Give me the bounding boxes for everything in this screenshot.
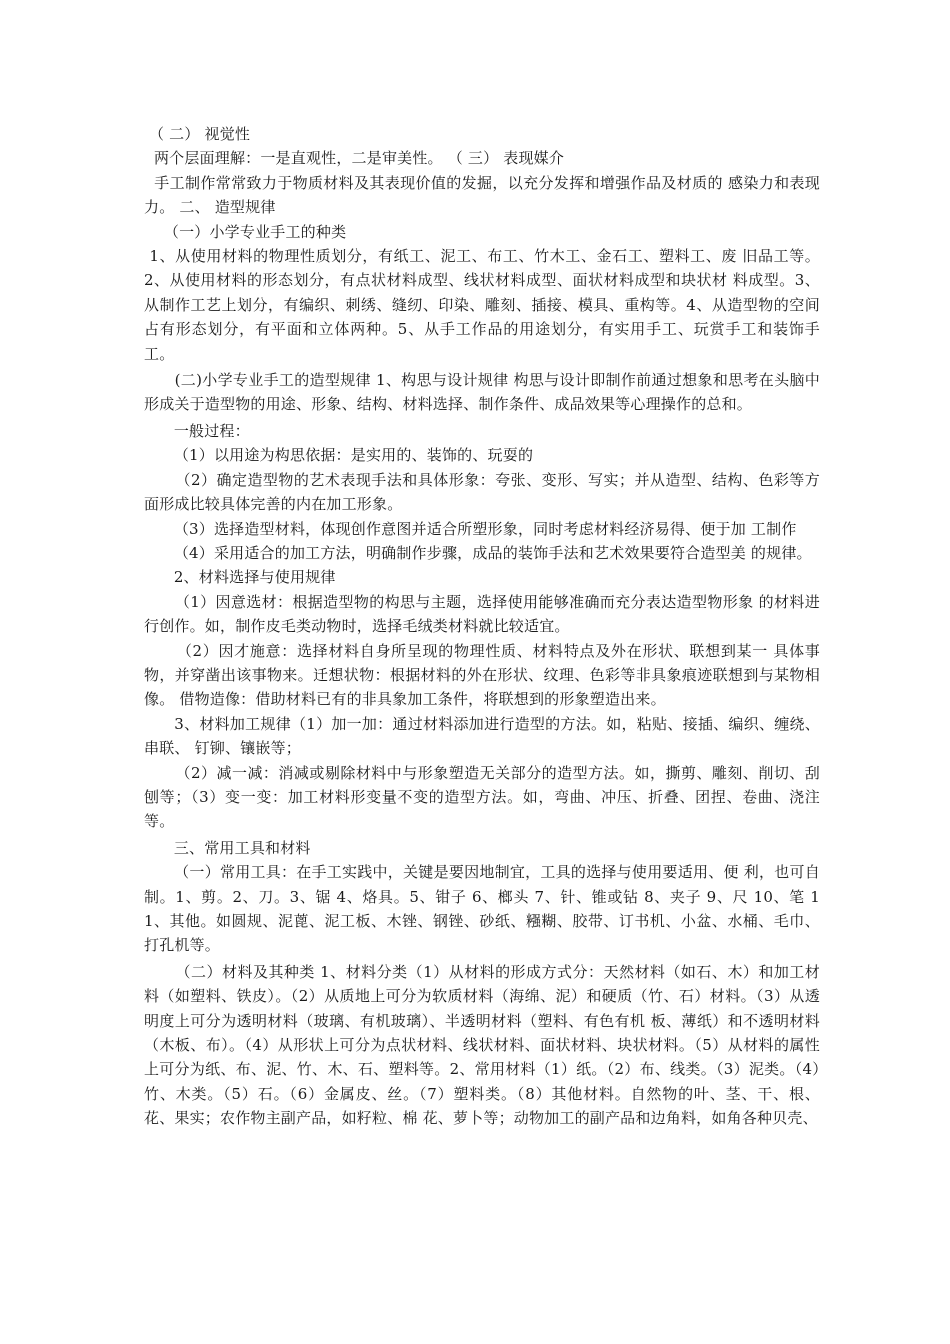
paragraph-step-3: （3）选择造型材料，体现创作意图并适合所塑形象，同时考虑材料经济易得、便于加 工制作: [144, 519, 797, 538]
paragraph-common-tools: （一）常用工具：在手工实践中，关键是要因地制宜，工具的选择与使用要适用、便 利，也可自制。1、剪。2、刀。3、锯 4、烙具。5、钳子 6、榔头 7、针、锥或钻 8、夹子 9、尺 10、笔 11、其他。如圆规、泥蓖、泥工板、木锉、钢锉、砂纸、糨糊、胶带、订书机、小盆、水桶、毛巾、打孔机等。: [144, 863, 821, 955]
heading-general-process: 一般过程：: [144, 421, 250, 440]
paragraph-modeling-rules: (二)小学专业手工的造型规律 1、构思与设计规律 构思与设计即制作前通过想象和思考在头脑中形成关于造型物的用途、形象、结构、材料选择、制作条件、成品效果等心理操作的总和。: [144, 371, 820, 414]
paragraph-step-2: （2）确定造型物的艺术表现手法和具体形象：夸张、变形、写实；并从造型、结构、色彩等方面形成比较具体完善的内在加工形象。: [144, 470, 820, 514]
paragraph-craft-types: 1、从使用材料的物理性质划分，有纸工、泥工、布工、竹木工、金石工、塑料工、废 旧品工等。2、从使用材料的形态划分，有点状材料成型、线状材料成型、面状材料成型和块状材 料成型。3、从制作工艺上划分，有编织、刺绣、缝纫、印染、雕刻、插接、模具、重构等。4、从造型物的空间占有形态划分，有平面和立体两种。5、从手工作品的用途划分，有实用手工、玩赏手工和装饰手工。: [144, 247, 821, 363]
paragraph-medium: 手工制作常常致力于物质材料及其表现价值的发掘，以充分发挥和增强作品及材质的 感染力和表现力。 二、 造型规律: [144, 173, 821, 217]
paragraph-understanding: 两个层面理解：一是直观性，二是审美性。 （ 三） 表现媒介: [144, 149, 565, 168]
paragraph-materials-types: （二）材料及其种类 1、材料分类（1）从材料的形成方式分：天然材料（如石、木）和加工材料（如塑料、铁皮）。（2）从质地上可分为软质材料（海绵、泥）和硬质（竹、石）材料。（3）从透明度上可分为透明材料（玻璃、有机玻璃）、半透明材料（塑料、有色有机 板、薄纸）和不透明材料（木板、布）。（4）从形状上可分为点状材料、线状材料、面状材料、块状材料。（5）从材料的属性上可分为纸、布、泥、竹、木、石、塑料等。2、常用材料（1）纸。（2）布、线类。（3）泥类。（4）竹、木类。（5）石。（6）金属皮、丝。（7）塑料类。（8）其他材料。自然物的叶、茎、干、根、花、果实；农作物主副产品，如籽粒、棉 花、萝卜等；动物加工的副产品和边角料，如角各种贝壳、: [144, 962, 820, 1128]
heading-tools-materials: 三、常用工具和材料: [144, 838, 311, 857]
heading-visual: （ 二） 视觉性: [144, 125, 251, 143]
document-body: [144, 122, 820, 1131]
heading-craft-types: （一）小学专业手工的种类: [144, 222, 347, 241]
paragraph-step-4: （4）采用适合的加工方法，明确制作步骤，成品的装饰手法和艺术效果要符合造型美 的规律。: [144, 543, 812, 562]
paragraph-processing-rules: 3、材料加工规律（1）加一加：通过材料添加进行造型的方法。如，粘贴、接插、编织、缠绕、串联、 钉铆、镶嵌等；: [144, 714, 820, 758]
paragraph-idea-by-material: （2）因才施意：选择材料自身所呈现的物理性质、材料特点及外在形状、联想到某一 具体事物，并穿凿出该事物来。迁想状物：根据材料的外在形状、纹理、色彩等非具象痕迹联想到与某物相像。 借物造像：借助材料已有的非具象加工条件，将联想到的形象塑造出来。: [144, 641, 821, 709]
paragraph-step-1: （1）以用途为构思依据：是实用的、装饰的、玩耍的: [144, 446, 534, 465]
paragraph-select-by-idea: （1）因意选材：根据造型物的构思与主题，选择使用能够准确而充分表达造型物形象 的材料进行创作。如，制作皮毛类动物时，选择毛绒类材料就比较适宜。: [144, 592, 820, 636]
paragraph-subtract-transform: （2）减一减：消减或剔除材料中与形象塑造无关部分的造型方法。如，撕剪、雕刻、削切、刮刨等；（3）变一变：加工材料形变量不变的造型方法。如，弯曲、冲压、折叠、团捏、卷曲、浇注等。: [144, 763, 820, 831]
heading-material-selection: 2、材料选择与使用规律: [144, 568, 336, 587]
